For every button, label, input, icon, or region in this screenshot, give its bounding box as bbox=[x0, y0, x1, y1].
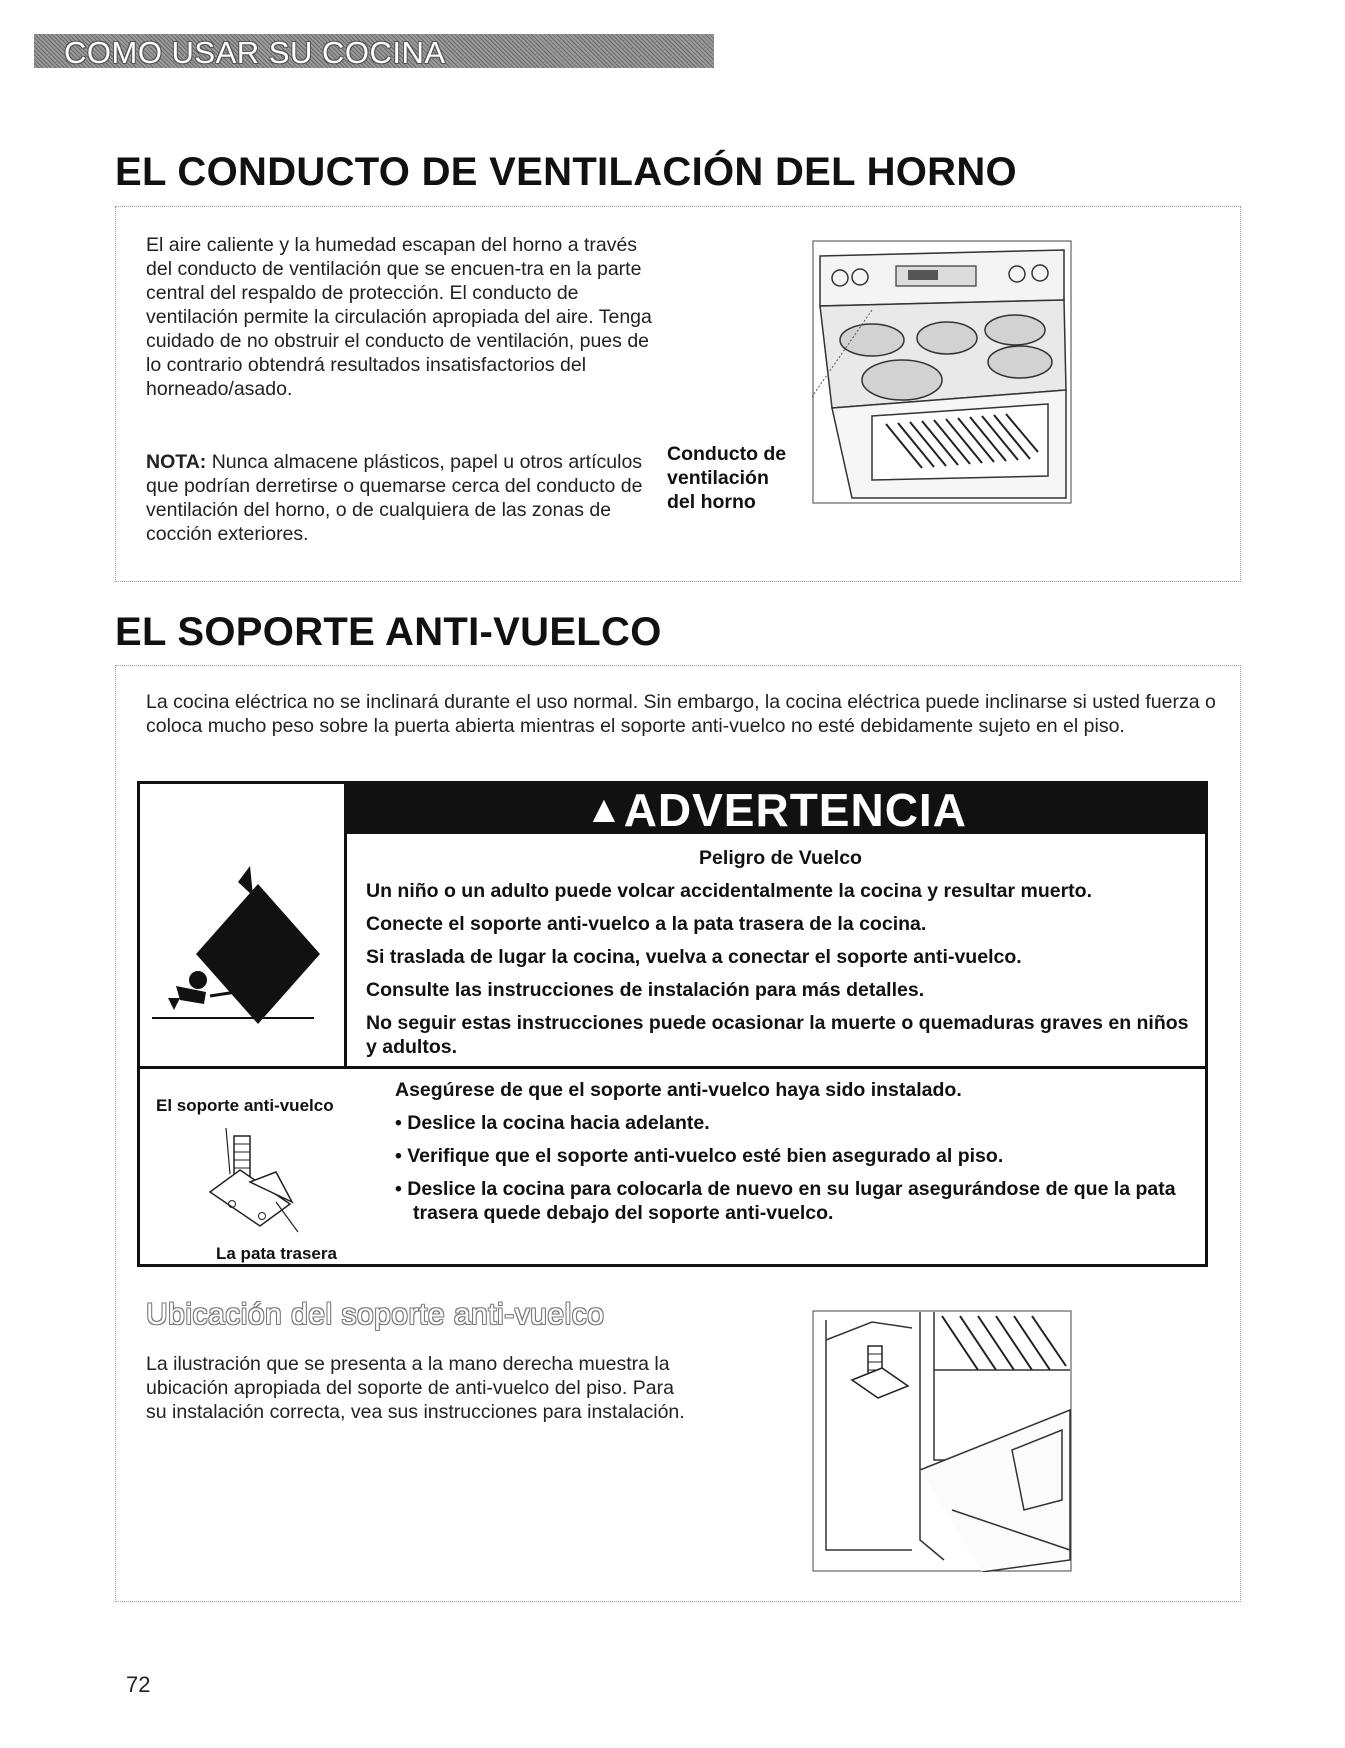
warning-lines bbox=[366, 846, 1195, 1059]
warning-line: No seguir estas instrucciones puede ocasionar la muerte o quemaduras graves en niños y adultos. bbox=[366, 1012, 1189, 1058]
vent-section-title: EL CONDUCTO DE VENTILACIÓN DEL HORNO bbox=[115, 150, 1017, 194]
vent-callout bbox=[667, 442, 786, 514]
warning-pictogram-panel bbox=[140, 784, 347, 1066]
warning-line: Si traslada de lugar la cocina, vuelva a conectar el soporte anti-vuelco. bbox=[366, 946, 1022, 968]
vent-paragraph: El aire caliente y la humedad escapan del horno a través del conducto de ventilación que se encuen-tra en la parte central del respaldo de protección. El conducto de ventilación permite la circulación apropiada del aire. Tenga cuidado de no obstruir el conducto de ventilación, pues de lo contrario obtendrá resultados insatisfactorios del horneado/asado. bbox=[146, 234, 652, 400]
bracket-location-illustration bbox=[812, 1310, 1072, 1572]
vent-callout-line: Conducto de bbox=[667, 443, 787, 465]
note-text: Nunca almacene plásticos, papel u otros artículos que podrían derretirse o quemarse cerca del conducto de ventilación del horno, o de cualquiera de las zonas de cocción exteriores. bbox=[146, 451, 643, 545]
warning-box bbox=[137, 781, 1208, 1267]
page-number: 72 bbox=[126, 1672, 151, 1697]
vent-note bbox=[146, 450, 646, 546]
install-item: • Deslice la cocina hacia adelante. bbox=[395, 1112, 710, 1134]
warning-install-list bbox=[395, 1078, 1195, 1234]
warning-line: Un niño o un adulto puede volcar accidentalmente la cocina y resultar muerto. bbox=[366, 880, 1092, 902]
range-vent-illustration bbox=[812, 240, 1072, 504]
bracket-label: El soporte anti-vuelco bbox=[156, 1096, 334, 1115]
warning-subtitle: Peligro de Vuelco bbox=[699, 847, 862, 869]
install-item: • Verifique que el soporte anti-vuelco esté bien asegurado al piso. bbox=[395, 1145, 1004, 1167]
install-title: Asegúrese de que el soporte anti-vuelco haya sido instalado. bbox=[395, 1079, 962, 1101]
location-heading: Ubicación del soporte anti-vuelco bbox=[146, 1298, 605, 1331]
warning-divider bbox=[140, 1066, 1205, 1069]
warning-header-label: ADVERTENCIA bbox=[623, 784, 967, 836]
tip-section-title: EL SOPORTE ANTI-VUELCO bbox=[115, 610, 662, 654]
vent-callout-line: del horno bbox=[667, 491, 756, 513]
leg-label: La pata trasera bbox=[216, 1244, 337, 1263]
note-label: NOTA: bbox=[146, 451, 207, 473]
section-banner bbox=[34, 34, 714, 68]
warning-triangle-icon: ▲ bbox=[585, 789, 624, 831]
install-item: • Deslice la cocina para colocarla de nuevo en su lugar asegurándose de que la pata trasera quede debajo del soporte anti-vuelco. bbox=[395, 1178, 1176, 1224]
tip-over-pictogram bbox=[140, 784, 344, 1063]
vent-callout-line: ventilación bbox=[667, 467, 769, 489]
tip-intro: La cocina eléctrica no se inclinará durante el uso normal. Sin embargo, la cocina eléctrica puede inclinarse si usted fuerza o coloca mucho peso sobre la puerta abierta mientras el soporte anti-vuelco no esté debidamente sujeto en el piso. bbox=[146, 691, 1216, 737]
warning-line: Conecte el soporte anti-vuelco a la pata trasera de la cocina. bbox=[366, 913, 927, 935]
warning-line: Consulte las instrucciones de instalación para más detalles. bbox=[366, 979, 925, 1001]
location-text: La ilustración que se presenta a la mano derecha muestra la ubicación apropiada del soporte de anti-vuelco del piso. Para su instalación correcta, vea sus instrucciones para instalación. bbox=[146, 1353, 685, 1423]
warning-header bbox=[347, 784, 1205, 834]
banner-label: COMO USAR SU COCINA bbox=[64, 35, 446, 70]
anti-tip-bracket-illustration bbox=[180, 1124, 350, 1234]
